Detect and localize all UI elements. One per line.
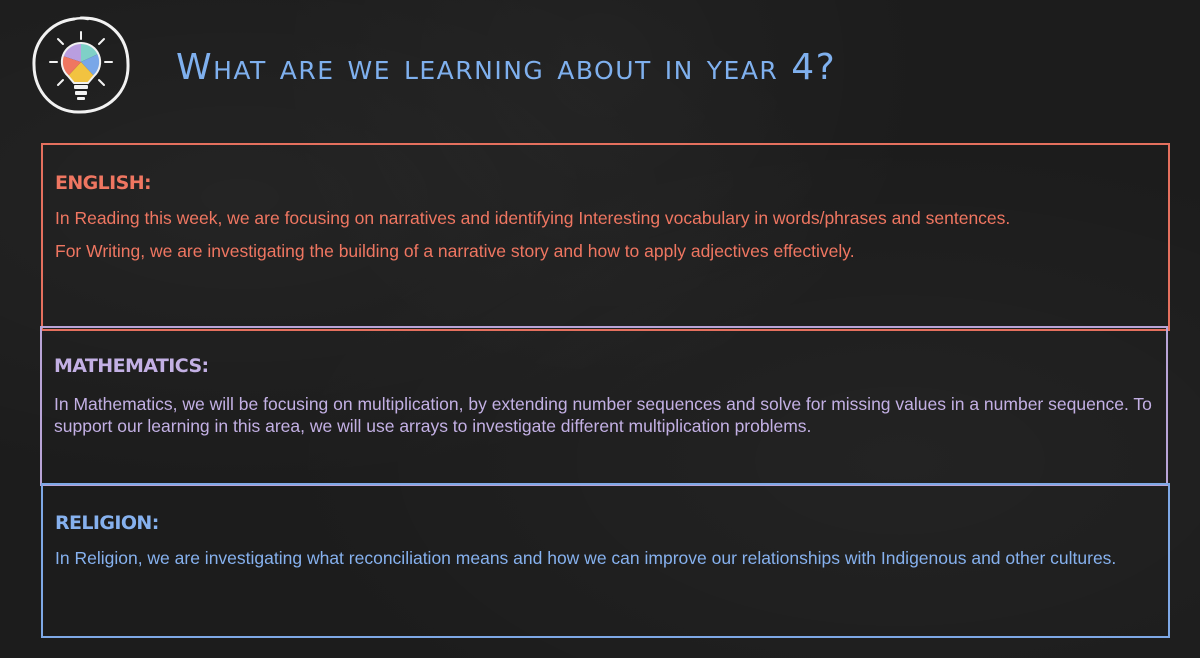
english-writing-text: For Writing, we are investigating the building of a narrative story and how to apply adjectives effectively. xyxy=(55,241,855,261)
religion-text: In Religion, we are investigating what reconciliation means and how we can improve our relationships with Indigenous and other cultures. xyxy=(55,548,1117,568)
english-panel xyxy=(41,143,1170,331)
english-heading: ENGLISH: xyxy=(55,172,152,194)
mathematics-text: In Mathematics, we will be focusing on multiplication, by extending number sequences and solve for missing values in a number sequence. To support our learning in this area, we will use arrays to investigate different multiplication problems. xyxy=(54,394,1152,436)
english-reading-text: In Reading this week, we are focusing on narratives and identifying Interesting vocabulary in words/phrases and sentences. xyxy=(55,208,1011,228)
religion-panel xyxy=(41,483,1170,638)
mathematics-panel xyxy=(40,326,1168,486)
religion-heading: RELIGION: xyxy=(55,512,159,534)
lightbulb-icon xyxy=(28,12,134,118)
mathematics-heading: MATHEMATICS: xyxy=(54,355,209,377)
lightbulb-logo-icon xyxy=(28,12,134,118)
page-title: What are we learning about in year 4? xyxy=(176,47,837,88)
